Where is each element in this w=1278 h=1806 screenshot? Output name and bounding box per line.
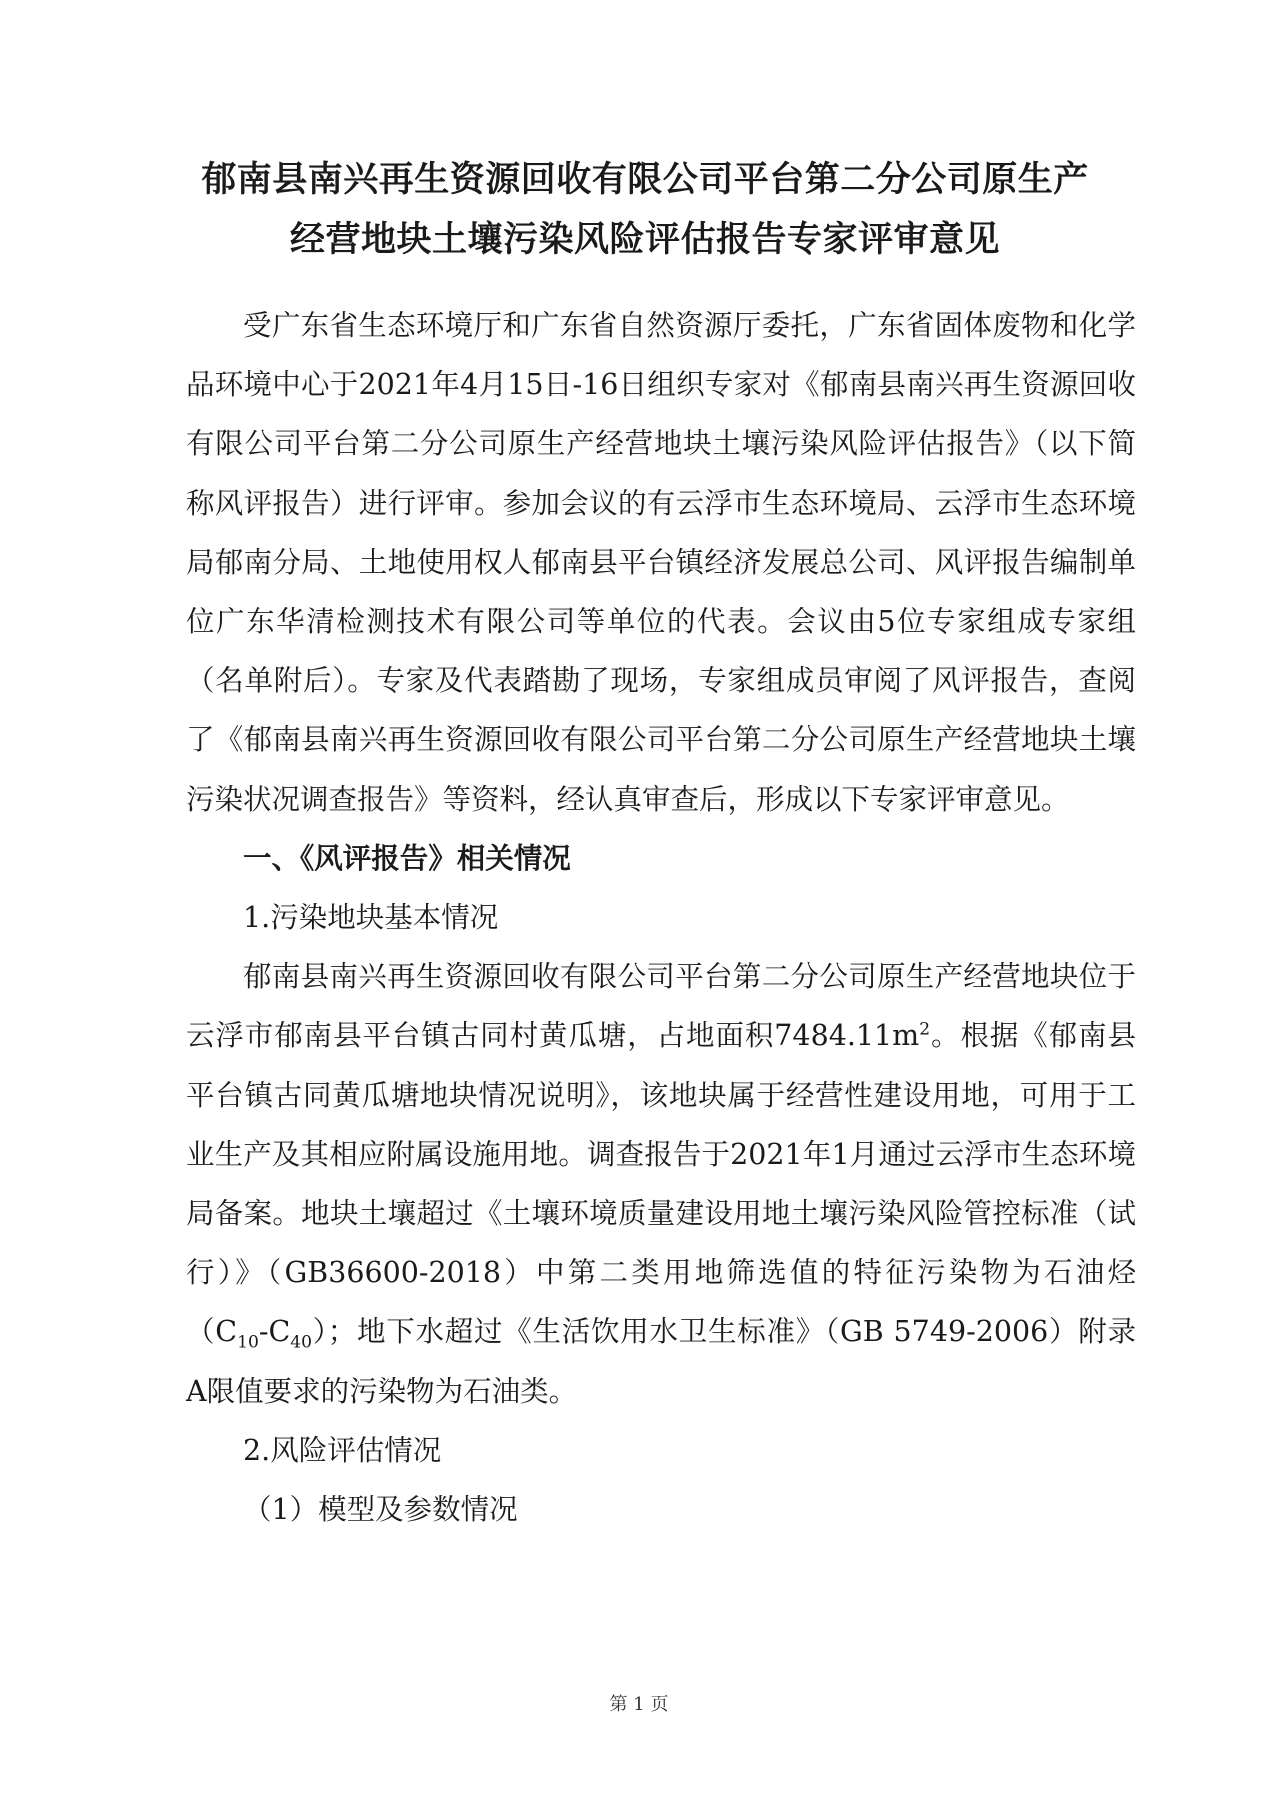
document-title [150,150,1140,270]
site-info-text-b: 。根据《郁南县平台镇古同黄瓜塘地块情况说明》，该地块属于经营性建设用地，可用于工业生产及其相应附属设施用地。调查报告于2021年1月通过云浮市生态环境局备案。地块土壤超过《土壤环境质量建设用地土壤污染风险管控标准（试行）》（GB36600-2018）中第二类用地筛选值的特征污染物为石油烃（C [186,1019,1136,1349]
title-line-1: 郁南县南兴再生资源回收有限公司平台第二分公司原生产 [201,160,1089,200]
subsection-heading-2: 2.风险评估情况 [243,1433,442,1467]
carbon-subscript-40: 40 [290,1333,313,1354]
intro-paragraph: 受广东省生态环境厅和广东省自然资源厅委托，广东省固体废物和化学品环境中心于2021年4月15日-16日组织专家对《郁南县南兴再生资源回收有限公司平台第二分公司原生产经营地块土壤污染风险评估报告》（以下简称风评报告）进行评审。参加会议的有云浮市生态环境局、云浮市生态环境局郁南分局、土地使用权人郁南县平台镇经济发展总公司、风评报告编制单位广东华清检测技术有限公司等单位的代表。会议由5位专家组成专家组（名单附后）。专家及代表踏勘了现场，专家组成员审阅了风评报告，查阅了《郁南县南兴再生资源回收有限公司平台第二分公司原生产经营地块土壤污染状况调查报告》等资料，经认真审查后，形成以下专家评审意见。 [186,309,1136,816]
title-line-2: 经营地块土壤污染风险评估报告专家评审意见 [289,220,1000,260]
site-info-paragraph [186,947,1136,1421]
document-body [186,296,1136,1539]
page-number: 第 1 页 [609,1694,669,1715]
area-unit-superscript: 2 [919,1019,931,1040]
section-heading-1: 一、《风评报告》相关情况 [243,841,571,875]
subsection-heading-2-1: （1）模型及参数情况 [243,1493,518,1527]
site-info-text-d: ）；地下水超过《生活饮用水卫生标准》（GB 5749-2006）附录A限值要求的污染物为石油类。 [186,1315,1136,1408]
carbon-subscript-10: 10 [237,1333,259,1354]
site-info-text-c: -C [258,1315,291,1349]
site-info-text-a: 郁南县南兴再生资源回收有限公司平台第二分公司原生产经营地块位于云浮市郁南县平台镇古同村黄瓜塘，占地面积7484.11m [186,960,1136,1053]
subsection-heading-1: 1.污染地块基本情况 [243,901,499,935]
